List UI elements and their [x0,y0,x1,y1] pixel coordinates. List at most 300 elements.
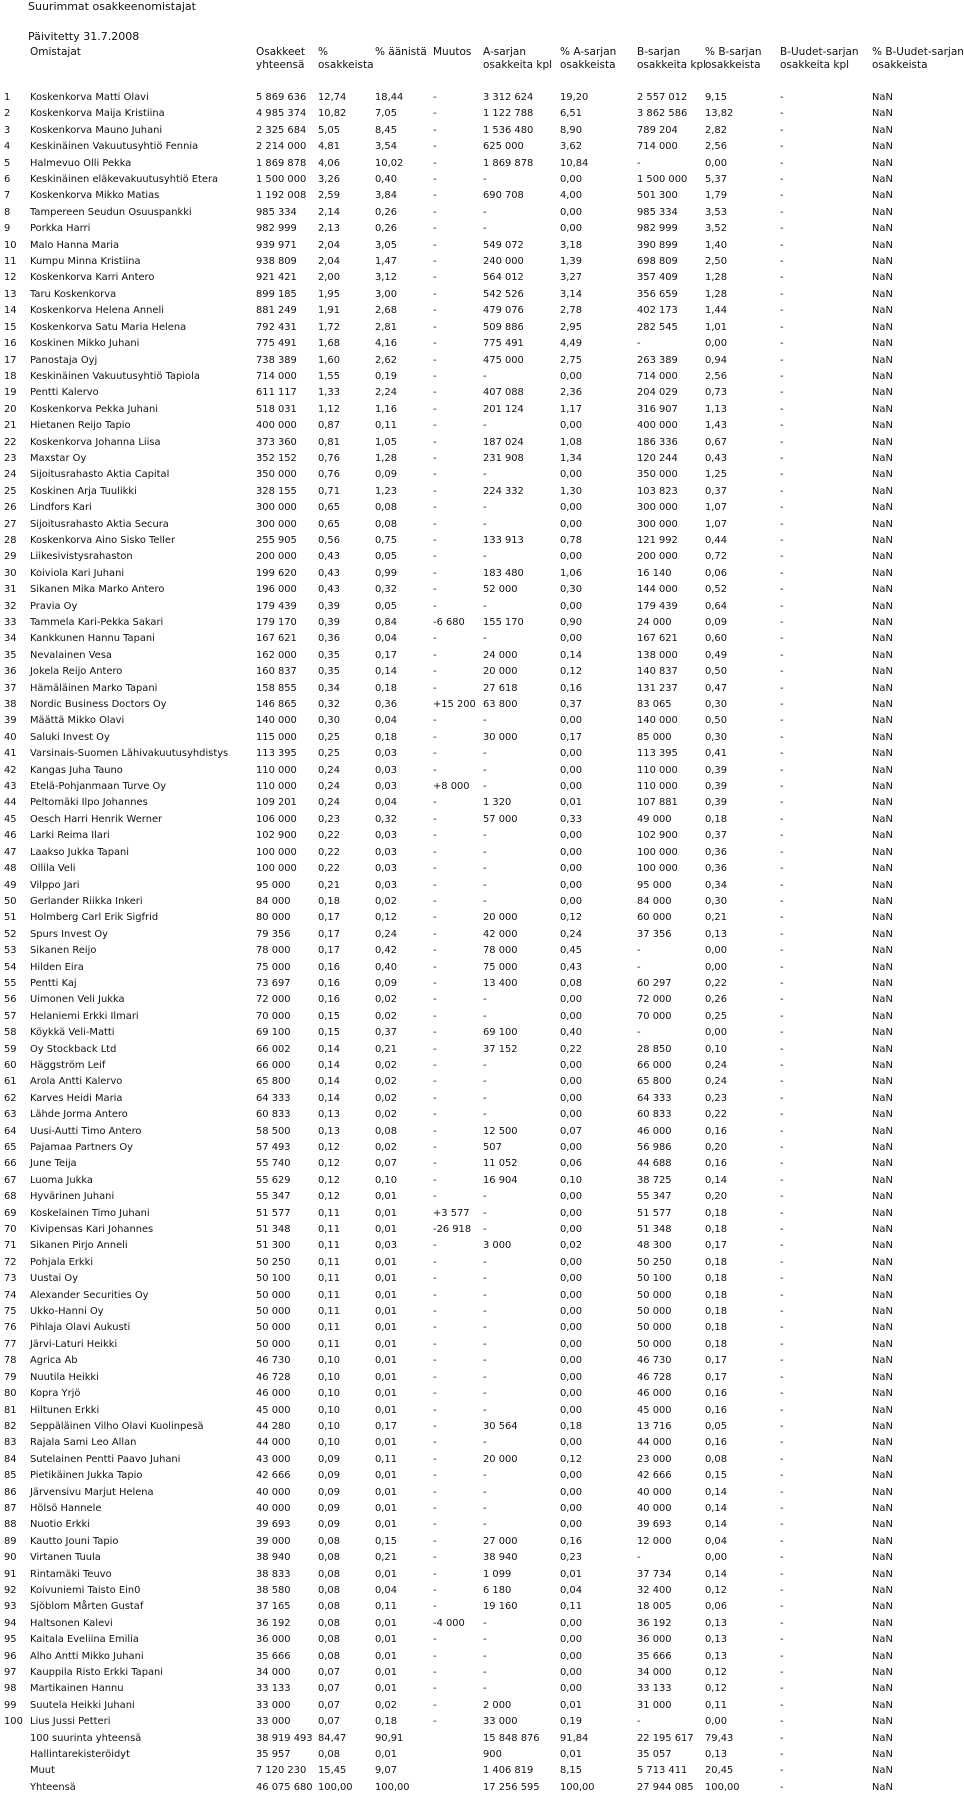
table-cell: 0,11 [375,420,397,432]
table-cell: 85 000 [637,731,672,743]
table-cell: - [780,1667,784,1678]
table-cell: 0,12 [318,1158,340,1170]
table-cell: 0,01 [560,1749,582,1761]
table-cell: - [433,321,437,333]
table-cell: 0,01 [375,1568,397,1580]
table-cell: 71 [4,1240,17,1252]
table-cell: 3,00 [375,288,397,300]
table-cell: - [433,567,437,579]
table-cell: 41 [4,748,17,760]
table-cell: 1 099 [483,1568,512,1580]
table-cell: - [433,1470,437,1482]
table-cell: 0,05 [705,1420,727,1432]
table-cell: - [433,403,437,415]
table-row [2,1206,932,1222]
table-cell: 0,17 [318,945,340,957]
table-cell: - [483,1306,487,1318]
table-cell: NaN [872,1667,893,1678]
column-header [316,46,373,78]
table-cell: 0,02 [375,1076,397,1088]
table-cell: 0,30 [318,715,340,727]
table-row [2,1616,932,1632]
table-cell: 80 000 [256,912,291,924]
table-cell: 2 [4,108,11,120]
table-cell: 81 [4,1404,17,1416]
table-cell: 985 334 [256,206,297,218]
table-row [2,1173,932,1189]
table-cell: 1 406 819 [483,1765,534,1777]
table-cell: - [780,1142,784,1153]
column-header [373,46,431,78]
table-cell: 0,15 [375,1535,397,1547]
table-cell: 0,06 [705,1601,727,1613]
table-cell: Koskinen Arja Tuulikki [30,485,137,497]
table-row [2,1468,932,1484]
table-row [2,451,932,467]
table-cell: - [433,1092,437,1104]
table-cell: Suutela Heikki Juhani [30,1699,135,1711]
table-cell: 0,12 [705,1667,727,1678]
table-cell: - [637,961,641,973]
table-cell: Kumpu Minna Kristiina [30,256,141,268]
table-cell: 1 320 [483,797,512,809]
table-cell: 12,74 [318,92,347,103]
table-cell: 0,39 [318,600,340,612]
table-cell: Pravia Oy [30,600,78,612]
table-cell: 0,11 [318,1240,340,1252]
table-cell: 15 848 876 [483,1732,540,1744]
table-row [2,1025,932,1041]
table-cell: 0,00 [560,1650,582,1662]
table-cell: Jokela Reijo Antero [30,666,123,678]
table-cell: NaN [872,863,893,875]
table-row [2,1435,932,1451]
column-header-line1: B-sarjan [637,46,681,58]
table-cell: 50 000 [637,1289,672,1301]
table-cell: 27 618 [483,682,518,694]
table-cell: NaN [872,1010,893,1022]
table-cell: - [780,994,784,1006]
table-row [2,697,932,713]
table-cell: - [433,1584,437,1596]
table-cell: 0,06 [560,1158,582,1170]
table-cell: - [433,1338,437,1350]
table-cell: 0,05 [375,600,397,612]
totals-row [2,1731,932,1747]
table-cell: - [483,633,487,645]
table-cell: - [483,764,487,776]
table-cell: - [780,305,784,317]
table-cell: - [483,600,487,612]
table-cell: NaN [872,682,893,694]
table-cell: 0,01 [375,1650,397,1662]
table-cell: 24 000 [637,617,672,628]
table-cell: 2 557 012 [637,92,688,103]
table-cell: 5 713 411 [637,1765,688,1777]
table-cell: NaN [872,797,893,809]
table-cell: 46 730 [637,1355,672,1367]
table-cell: NaN [872,387,893,399]
table-cell: 1,07 [705,502,727,514]
table-cell: - [780,1240,784,1252]
table-cell: 36 000 [637,1634,672,1646]
table-cell: 38 940 [483,1552,518,1564]
table-cell: 49 [4,879,17,891]
table-row [2,1353,932,1369]
table-cell: 0,01 [375,1338,397,1350]
column-header [254,46,316,78]
table-cell: 38 940 [256,1552,291,1564]
table-cell: 79 356 [256,928,291,940]
table-cell: 0,04 [375,715,397,727]
table-cell: - [483,518,487,530]
table-row [2,336,932,352]
table-row [2,927,932,943]
table-cell: 86 [4,1486,17,1498]
table-cell: 36 [4,666,17,678]
table-row [2,402,932,418]
table-cell: - [780,731,784,743]
table-cell: 17 [4,354,17,366]
table-cell: 0,60 [705,633,727,645]
table-cell: 25 [4,485,17,497]
table-cell: NaN [872,1043,893,1055]
table-cell: 357 409 [637,272,678,284]
table-cell: Sijoitusrahasto Aktia Capital [30,469,170,481]
table-cell: - [780,157,784,169]
table-cell: Hietanen Reijo Tapio [30,420,131,432]
table-cell: 982 999 [637,223,678,235]
table-cell: 0,76 [318,452,340,464]
table-row [2,172,932,188]
table-cell: Koskelainen Timo Juhani [30,1207,150,1219]
table-cell: - [433,436,437,448]
table-row [2,1386,932,1402]
table-cell: 46 000 [637,1388,672,1400]
table-cell: 0,23 [318,813,340,825]
table-cell: 6,51 [560,108,582,120]
table-cell: 714 000 [637,370,678,382]
table-cell: 282 545 [637,321,678,333]
table-cell: Martikainen Hannu [30,1683,124,1695]
table-cell: 0,00 [560,1322,582,1334]
table-cell: 690 708 [483,190,524,202]
table-cell: 3,54 [375,141,397,153]
table-cell: - [780,108,784,120]
column-header-line1: Osakkeet [256,46,305,58]
table-cell: 36 192 [637,1617,672,1629]
table-row [2,1534,932,1550]
table-cell: 155 170 [483,617,524,628]
table-cell: 50 100 [637,1273,672,1285]
table-cell: - [483,879,487,891]
table-cell: - [433,879,437,891]
table-cell: 74 [4,1289,17,1301]
table-cell: 0,10 [318,1355,340,1367]
table-cell: 0,08 [318,1568,340,1580]
table-cell: - [433,633,437,645]
table-cell: 714 000 [256,370,297,382]
table-cell: 0,01 [375,1207,397,1219]
table-cell: Ukko-Hanni Oy [30,1306,104,1318]
table-cell: 0,15 [318,1027,340,1039]
table-cell: 13 [4,288,17,300]
table-cell: 23 000 [637,1453,672,1465]
table-cell: 57 000 [483,813,518,825]
table-cell: 73 [4,1273,17,1285]
table-cell: Uimonen Veli Jukka [30,994,125,1006]
table-cell: 0,03 [375,830,397,842]
table-cell: 88 [4,1519,17,1531]
table-cell: 50 000 [256,1338,291,1350]
table-cell: Nordic Business Doctors Oy [30,699,167,711]
table-cell: 0,08 [318,1650,340,1662]
table-cell: - [433,1535,437,1547]
column-header [635,46,707,78]
table-cell: +8 000 [433,781,470,793]
table-cell: 2,75 [560,354,582,366]
table-cell: 0,09 [318,1502,340,1514]
table-cell: - [433,682,437,694]
table-cell: - [780,1420,784,1432]
table-cell: 30 564 [483,1420,518,1432]
table-cell: 33 [4,617,17,628]
table-cell: 0,24 [318,797,340,809]
table-cell: NaN [872,518,893,530]
table-cell: 0,18 [705,1289,727,1301]
table-cell: Spurs Invest Oy [30,928,109,940]
table-cell: Saluki Invest Oy [30,731,110,743]
table-cell: 0,08 [318,1634,340,1646]
table-cell: Hallintarekisteröidyt [30,1749,130,1761]
table-cell: 0,04 [705,1535,727,1547]
table-cell: 0,18 [705,813,727,825]
table-cell: NaN [872,272,893,284]
table-cell: Etelä-Pohjanmaan Turve Oy [30,781,167,793]
table-cell: - [780,223,784,235]
table-cell: - [637,945,641,957]
table-cell: 50 250 [637,1256,672,1268]
table-cell: 75 000 [256,961,291,973]
table-cell: 2,00 [318,272,340,284]
table-cell: 0,02 [375,1092,397,1104]
table-cell: NaN [872,748,893,760]
table-cell: Ollila Veli [30,863,76,875]
table-cell: 28 [4,534,17,546]
table-cell: - [433,1716,437,1728]
table-row [2,1304,932,1320]
table-cell: - [483,830,487,842]
table-cell: 0,01 [375,1322,397,1334]
table-cell: NaN [872,1273,893,1285]
table-cell: Sijoitusrahasto Aktia Secura [30,518,169,530]
table-cell: 12 000 [637,1535,672,1547]
table-cell: NaN [872,141,893,153]
table-cell: 0,17 [705,1240,727,1252]
table-cell: 21 [4,420,17,432]
table-cell: NaN [872,223,893,235]
table-cell: - [780,781,784,793]
table-cell: NaN [872,699,893,711]
table-cell: 2,82 [705,124,727,136]
table-cell: Yhteensä [30,1781,76,1793]
table-cell: 0,07 [560,1125,582,1137]
table-cell: 0,16 [705,1125,727,1137]
table-cell: 70 000 [637,1010,672,1022]
table-cell: - [433,1191,437,1203]
table-cell: 49 000 [637,813,672,825]
table-row [2,713,932,729]
table-cell: 0,14 [705,1568,727,1580]
table-row [2,1189,932,1205]
table-cell: 1,16 [375,403,397,415]
table-cell: 8,90 [560,124,582,136]
table-cell: - [433,1667,437,1678]
table-cell: - [780,1634,784,1646]
table-cell: - [433,1306,437,1318]
table-cell: 42 000 [483,928,518,940]
table-cell: 33 133 [256,1683,291,1695]
table-cell: - [780,895,784,907]
table-cell: - [433,305,437,317]
table-cell: 0,11 [375,1601,397,1613]
table-cell: NaN [872,1191,893,1203]
table-cell: 37 165 [256,1601,291,1613]
table-cell: NaN [872,1486,893,1498]
table-cell: - [780,469,784,481]
table-cell: 140 837 [637,666,678,678]
table-cell: 0,12 [560,666,582,678]
table-cell: 0,00 [560,469,582,481]
table-cell: - [433,223,437,235]
table-cell: 196 000 [256,584,297,596]
table-cell: 40 000 [637,1502,672,1514]
table-cell: 7,05 [375,108,397,120]
table-cell: 52 000 [483,584,518,596]
table-cell: 0,73 [705,387,727,399]
table-cell: 0,08 [318,1749,340,1761]
table-cell: NaN [872,764,893,776]
table-cell: 42 666 [256,1470,291,1482]
table-cell: 0,16 [560,682,582,694]
table-cell: - [433,977,437,989]
table-cell: 0,00 [560,715,582,727]
table-cell: 3,12 [375,272,397,284]
table-cell: 0,14 [318,1043,340,1055]
table-cell: - [483,1322,487,1334]
table-cell: 0,08 [560,977,582,989]
table-cell: 9 [4,223,11,235]
table-cell: 2 000 [483,1699,512,1711]
table-cell: 50 000 [637,1322,672,1334]
table-row [2,221,932,237]
table-cell: - [780,1338,784,1350]
table-cell: Oesch Harri Henrik Werner [30,813,163,825]
table-row [2,205,932,221]
table-cell: NaN [872,1322,893,1334]
table-cell: 1,68 [318,338,340,350]
table-cell: NaN [872,715,893,727]
table-cell: 0,02 [560,1240,582,1252]
table-cell: 39 693 [256,1519,291,1531]
table-cell: Alho Antti Mikko Juhani [30,1650,144,1662]
table-cell: - [483,1355,487,1367]
table-cell: - [483,1404,487,1416]
table-row [2,763,932,779]
table-cell: 0,16 [560,1535,582,1547]
table-cell: 0,25 [705,1010,727,1022]
table-cell: - [433,1142,437,1153]
table-cell: 5 869 636 [256,92,307,103]
table-cell: 0,14 [560,649,582,661]
table-cell: - [780,518,784,530]
table-cell: - [433,764,437,776]
table-cell: 15 [4,321,17,333]
table-cell: - [780,1470,784,1482]
table-cell: 138 000 [637,649,678,661]
table-cell: 775 491 [483,338,524,350]
table-cell: 0,00 [705,157,727,169]
table-row [2,861,932,877]
table-cell: 0,10 [375,1174,397,1186]
table-cell: 26 [4,502,17,514]
column-header-line2: yhteensä [256,58,305,71]
table-cell: - [483,1667,487,1678]
table-cell: 0,12 [705,1683,727,1695]
table-cell: NaN [872,1404,893,1416]
table-row [2,1156,932,1172]
table-cell: 23 [4,452,17,464]
table-cell: 0,12 [375,912,397,924]
table-cell: 0,00 [560,1338,582,1350]
table-cell: 19 [4,387,17,399]
table-cell: 475 000 [483,354,524,366]
table-cell: - [433,141,437,153]
table-row [2,1107,932,1123]
table-cell: 44 000 [256,1437,291,1449]
table-cell: 0,22 [318,863,340,875]
table-cell: 0,08 [375,502,397,514]
table-cell: 13,82 [705,108,734,120]
column-header-line1: % B-Uudet-sarjan [872,46,964,58]
table-cell: - [483,1256,487,1268]
table-cell: 0,00 [560,1142,582,1153]
table-cell: 0,09 [318,1470,340,1482]
table-cell: 90,91 [375,1732,404,1744]
table-cell: NaN [872,288,893,300]
table-cell: 0,07 [318,1667,340,1678]
table-cell: 58 [4,1027,17,1039]
table-cell: - [780,617,784,628]
table-cell: 1,23 [375,485,397,497]
table-row [2,1550,932,1566]
table-cell: 0,32 [375,584,397,596]
table-row [2,615,932,631]
table-cell: 2,56 [705,370,727,382]
table-cell: - [433,190,437,202]
table-cell: 0,00 [560,1388,582,1400]
table-cell: 0,00 [560,370,582,382]
table-cell: 100 000 [637,863,678,875]
table-cell: 50 000 [256,1306,291,1318]
table-cell: - [483,1502,487,1514]
table-cell: - [483,895,487,907]
table-cell: 0,87 [318,420,340,432]
table-row [2,1370,932,1386]
table-cell: 0,01 [375,1371,397,1383]
table-cell: 0,23 [560,1552,582,1564]
table-cell: Porkka Harri [30,223,91,235]
